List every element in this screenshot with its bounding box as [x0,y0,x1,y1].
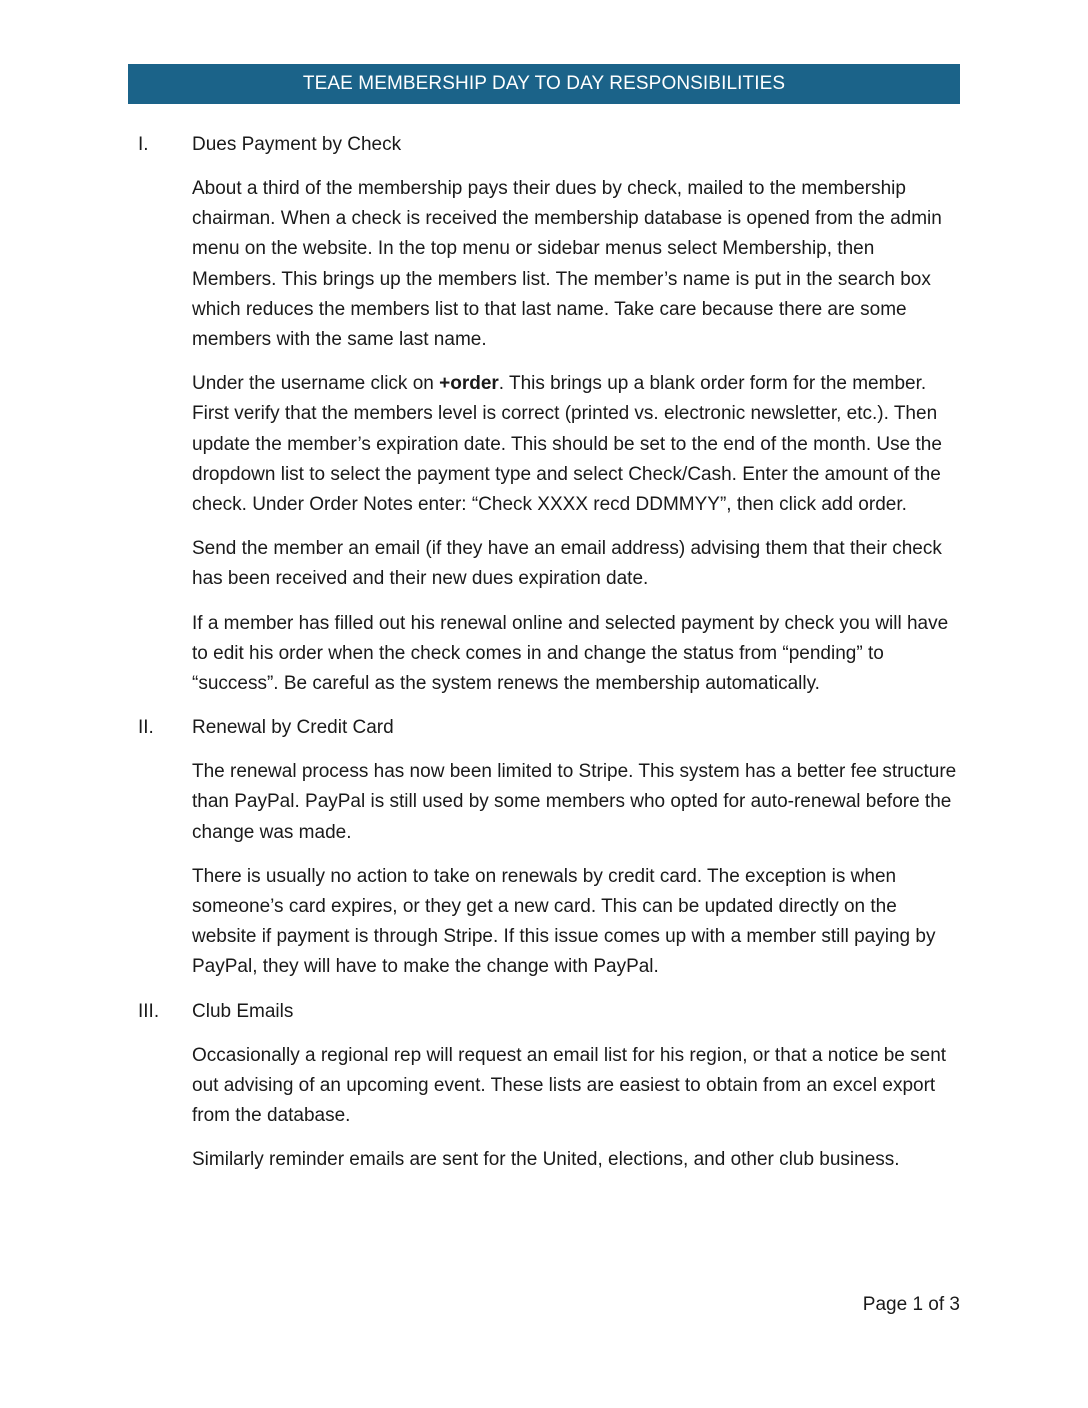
paragraph: There is usually no action to take on renewals by credit card. The exception is when someone’s card expires, or they get a new card. This can be updated directly on the website if payment is through Stripe. If this issue comes up with a member still paying by PayPal, they will have to make the change with PayPal. [192,865,936,978]
page-title: TEAE MEMBERSHIP DAY TO DAY RESPONSIBILITIES [302,73,786,94]
paragraph: If a member has filled out his renewal online and selected payment by check you will have to edit his order when the check comes in and change the status from “pending” to “success”. Be careful as the system renews the membership automatically. [192,612,949,695]
section-number: II. [138,717,154,739]
section-heading-dues-check [128,130,960,160]
section-heading-club-emails [128,997,960,1027]
paragraph: Send the member an email (if they have an email address) advising them that their check has been received and their new dues expiration date. [192,538,942,590]
order-para-after: . This brings up a blank order form for the member. First verify that the members level is correct (printed vs. electronic newsletter, etc.). Then update the member’s expiration date. This should be set to the end of the month. Use the dropdown list to select the payment type and select Check/Cash. Enter the amount of the check. Under Order Notes enter: “Check XXXX recd DDMMYY”, then click add order. [192,373,942,516]
section-number: III. [138,1000,160,1022]
section-heading-credit-card [128,713,960,743]
paragraph: The renewal process has now been limited to Stripe. This system has a better fee structure than PayPal. PayPal is still used by some members who opted for auto-renewal before the change was made. [192,761,957,843]
order-para-before: Under the username click on [192,373,440,395]
paragraph: Occasionally a regional rep will request an email list for his region, or that a notice be sent out advising of an upcoming event. These lists are easiest to obtain from an excel export from the database. [192,1044,947,1127]
paragraph: Similarly reminder emails are sent for the United, elections, and other club business. [192,1149,900,1171]
paragraph: About a third of the membership pays their dues by check, mailed to the membership chairman. When a check is received the membership database is opened from the admin menu on the website. In the top menu or sidebar menus select Membership, then Members. This brings up the members list. The member’s name is put in the search box which reduces the members list to that last name. Take care because there are some members with the same last name. [192,178,942,351]
section-title: Club Emails [192,1000,294,1022]
paragraph-order-instructions [192,369,960,520]
order-keyword: +order [439,373,499,395]
document-body [128,128,960,1189]
page-number: Page 1 of 3 [862,1294,960,1315]
section-number: I. [138,134,149,155]
title-banner [128,64,960,104]
section-title: Dues Payment by Check [192,134,402,155]
section-title: Renewal by Credit Card [192,717,394,739]
